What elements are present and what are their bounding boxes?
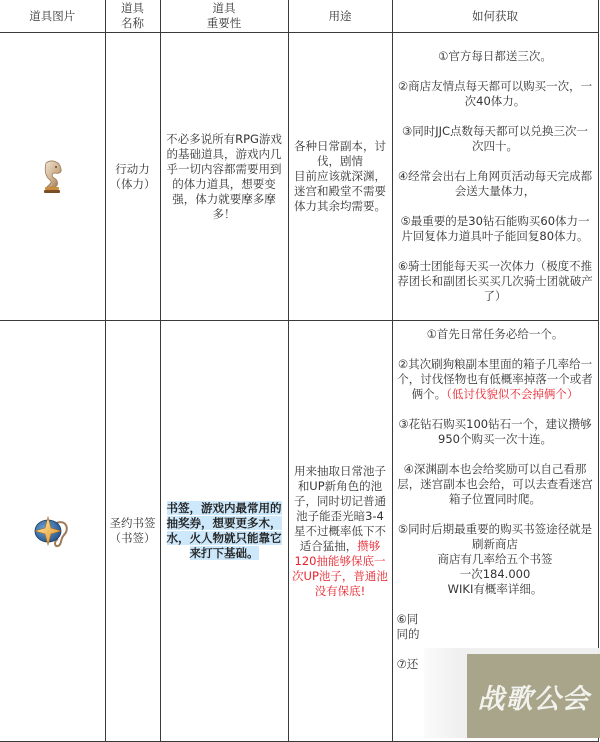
how-to-get-line: 商店有几率给五个书签	[437, 552, 553, 566]
watermark-overlay	[424, 648, 600, 738]
how-to-get-item	[397, 612, 594, 642]
how-to-get-item: ⑥骑士团能每天买一次体力（极度不推荐团长和副团长买买几次骑士团就破产了）	[397, 258, 593, 303]
how-to-get-item	[397, 357, 594, 402]
how-to-get-line: WIKI有概率详细。	[447, 582, 543, 596]
header-usage	[288, 0, 392, 33]
how-to-get-item: ①首先日常任务必给一个。	[426, 327, 564, 341]
usage-text-red: 攒够120抽能够保底一次UP池子，普通池没有保底!	[292, 538, 388, 598]
header-label-line: 名称	[121, 16, 144, 30]
item-usage-cell	[288, 33, 392, 321]
how-to-get-item	[397, 522, 594, 597]
item-image-cell	[0, 321, 105, 742]
item-name-line: （书签）	[109, 531, 156, 545]
how-to-get-line: 一次184.000	[459, 567, 531, 581]
star-amulet-bookmark-icon	[32, 513, 72, 549]
item-name-cell	[105, 33, 160, 321]
item-image-cell	[0, 33, 105, 321]
usage-text-normal: 用来抽取日常池子和UP新角色的池子，同时切记普通池子能歪光暗3-4星不过概率低下不适合猛抽，	[294, 463, 386, 553]
header-row	[0, 0, 598, 33]
how-to-get-red-note: （低讨伐貌似不会掉俩个）	[446, 387, 579, 401]
how-to-get-cell	[392, 33, 598, 321]
how-to-get-line: ⑤同时后期最重要的购买书签途径就是刷新商店	[397, 522, 593, 551]
how-to-get-item: ①官方每日都送三次。	[438, 48, 552, 63]
horse-chess-knight-icon	[37, 159, 67, 195]
importance-text: 不必多说所有RPG游戏的基础道具，游戏内几乎一切内容都需要用到的体力道具，想要变强，体力就要摩多摩多！	[166, 131, 282, 221]
watermark-logo	[467, 654, 600, 738]
header-label-line: 重要性	[206, 16, 242, 30]
item-name-line: 行动力	[115, 161, 150, 176]
how-to-get-item: ④经常会出右上角网页活动每天完成都会送大量体力，	[397, 168, 593, 198]
importance-text-highlighted: 书签，游戏内最常用的抽奖券，想要更多木，水，火人物就只能靠它来打下基础。	[166, 501, 282, 560]
item-importance-cell	[160, 321, 288, 742]
item-usage-cell	[288, 321, 392, 742]
header-label: 用途	[328, 8, 352, 23]
how-to-get-list	[393, 321, 598, 676]
usage-text	[289, 139, 392, 214]
header-item-importance	[160, 0, 288, 33]
header-item-name	[105, 0, 160, 33]
table-row-stamina	[0, 33, 598, 321]
watermark-text: 战歌公会	[477, 683, 590, 715]
usage-text	[289, 464, 392, 599]
header-label-line: 道具	[212, 1, 236, 15]
how-to-get-list	[393, 46, 598, 308]
usage-line: 目前应该就深渊，迷宫和殿堂不需要体力其余均需要。	[294, 169, 386, 213]
header-item-image	[0, 0, 105, 33]
how-to-get-item: ⑦还	[396, 657, 419, 671]
how-to-get-item: ②商店友情点每天都可以购买一次，一次40体力。	[397, 78, 593, 108]
item-name-line: 圣约书签	[109, 516, 156, 530]
how-to-get-item: ④深渊副本也会给奖励可以自己看那层，迷宫副本也会给，可以去查看迷宫箱子位置同时爬。	[397, 462, 593, 506]
item-name-line: （体力）	[109, 176, 156, 191]
how-to-get-item: ⑤最重要的是30钻石能购买60体力一片回复体力道具叶子能回复80体力。	[400, 213, 590, 243]
how-to-get-item: ③同时JJC点数每天都可以兑换三次一次四十。	[401, 123, 589, 153]
how-to-get-line: 同的	[396, 627, 420, 641]
usage-line: 各种日常副本，讨伐，剧情	[294, 139, 386, 168]
item-importance-cell	[160, 33, 288, 321]
header-label-line: 道具	[121, 1, 144, 15]
how-to-get-item: ③花钻石购买100钻石一个，建议攒够950个购买一次十连。	[398, 417, 592, 446]
how-to-get-line: ⑥同	[396, 612, 419, 626]
item-name-cell	[105, 321, 160, 742]
header-label: 如何获取	[472, 8, 518, 23]
header-how-to-get	[392, 0, 598, 33]
how-to-get-text: ②其次刷狗粮副本里面的箱子几率给一个，讨伐怪物也有低概率掉落一个或者俩个。	[397, 357, 593, 401]
header-label: 道具图片	[29, 8, 76, 23]
